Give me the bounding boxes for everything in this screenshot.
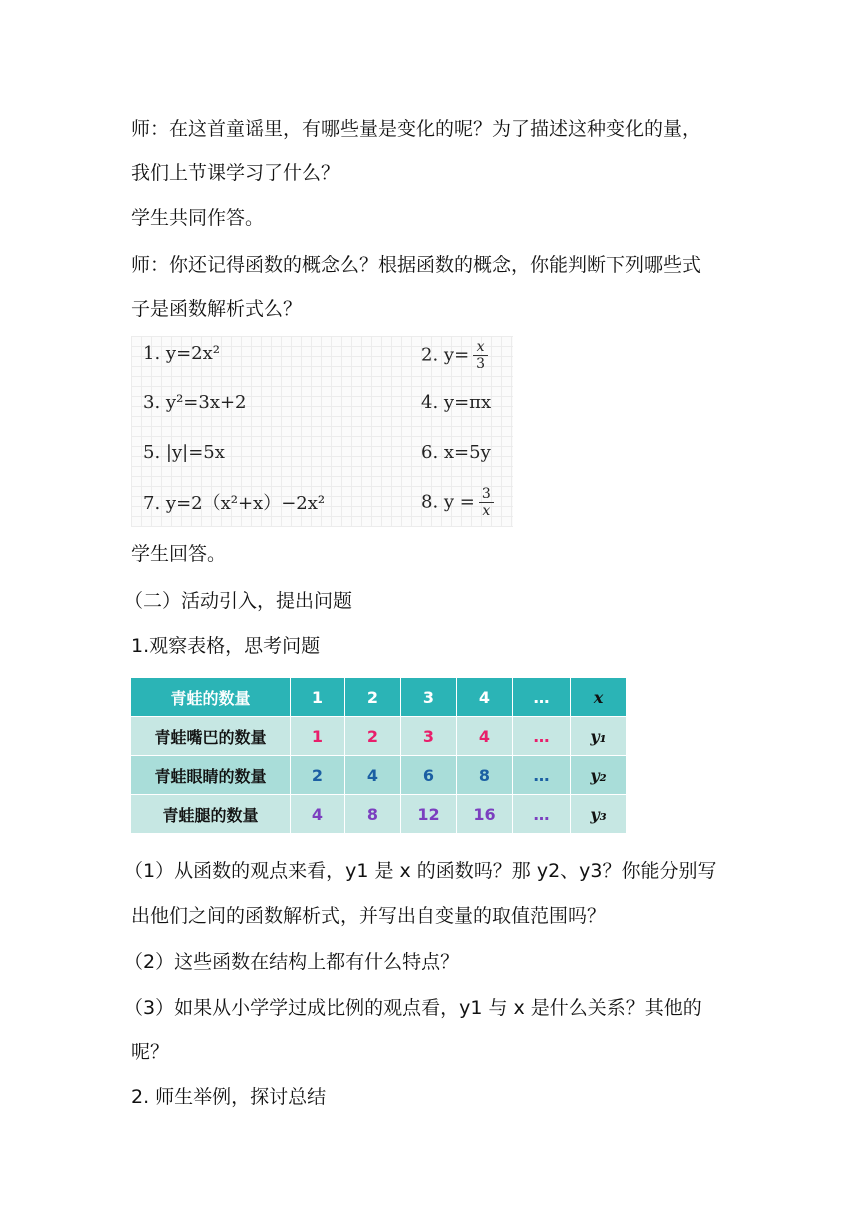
table-cell: 3 [401,717,457,756]
table-cell-y1: y₁ [571,717,627,756]
teacher-question-line-1: 师：在这首童谣里，有哪些量是变化的呢？为了描述这种变化的量， [131,118,702,140]
formula-8-fraction [479,486,494,519]
question-1-line-1: （1）从函数的观点来看，y1 是 x 的函数吗？那 y2、y3？你能分别写 [124,860,717,882]
table-cell-y2: y₂ [571,756,627,795]
row-label-mouths: 青蛙嘴巴的数量 [131,717,291,756]
table-cell: 1 [291,717,345,756]
table-cell: 12 [401,795,457,834]
header-cell: 1 [291,678,345,717]
table-cell: 4 [345,756,401,795]
table-row-eyes [131,756,627,795]
table-cell: 2 [345,717,401,756]
header-cell: … [513,678,571,717]
formula-2-denominator: 3 [476,356,486,372]
formula-2 [421,339,488,372]
table-cell: 4 [457,717,513,756]
question-2: （2）这些函数在结构上都有什么特点？ [124,951,460,973]
table-row-mouths [131,717,627,756]
table-header-row [131,678,627,717]
formula-2-prefix: 2. y= [421,344,470,366]
students-answer-together: 学生共同作答。 [131,207,265,229]
students-answer: 学生回答。 [131,543,227,565]
header-cell: 2 [345,678,401,717]
table-cell: 6 [401,756,457,795]
table-cell: 8 [345,795,401,834]
formula-8-denominator: x [482,503,491,519]
formula-2-fraction [473,339,488,372]
table-row-legs [131,795,627,834]
question-1-line-2: 出他们之间的函数解析式，并写出自变量的取值范围吗？ [131,905,607,927]
question-3-line-2: 呢？ [131,1041,170,1063]
formula-list [131,336,513,527]
formula-8-numerator: 3 [479,486,494,503]
row-label-eyes: 青蛙眼睛的数量 [131,756,291,795]
question-3-line-1: （3）如果从小学学过成比例的观点看，y1 与 x 是什么关系？其他的 [124,997,702,1019]
formula-1: 1. y=2x² [143,343,220,364]
formula-5: 5. |y|=5x [143,442,225,463]
formula-8-prefix: 8. y = [421,491,475,513]
header-cell: 3 [401,678,457,717]
table-cell: 16 [457,795,513,834]
section-examples-heading: 2. 师生举例，探讨总结 [131,1086,327,1108]
formula-2-numerator: x [473,339,488,356]
formula-6: 6. x=5y [421,442,491,463]
section-heading-activity: （二）活动引入，提出问题 [124,590,353,612]
table-cell: … [513,795,571,834]
formula-8 [421,486,494,519]
observe-table-heading: 1.观察表格，思考问题 [131,635,321,657]
teacher-function-question-line-1: 师：你还记得函数的概念么？根据函数的概念，你能判断下列哪些式 [131,254,702,276]
formula-7: 7. y=2（x²+x）−2x² [143,493,326,514]
table-cell: 8 [457,756,513,795]
formula-4: 4. y=πx [421,392,492,413]
teacher-question-line-2: 我们上节课学习了什么？ [131,162,341,184]
header-cell-x: x [571,678,627,717]
table-cell: 2 [291,756,345,795]
formula-3: 3. y²=3x+2 [143,392,247,413]
header-cell: 4 [457,678,513,717]
teacher-function-question-line-2: 子是函数解析式么？ [131,298,303,320]
table-cell: … [513,717,571,756]
row-label-legs: 青蛙腿的数量 [131,795,291,834]
table-cell-y3: y₃ [571,795,627,834]
table-cell: … [513,756,571,795]
header-frog-count: 青蛙的数量 [131,678,291,717]
table-cell: 4 [291,795,345,834]
frog-count-table [130,677,627,834]
